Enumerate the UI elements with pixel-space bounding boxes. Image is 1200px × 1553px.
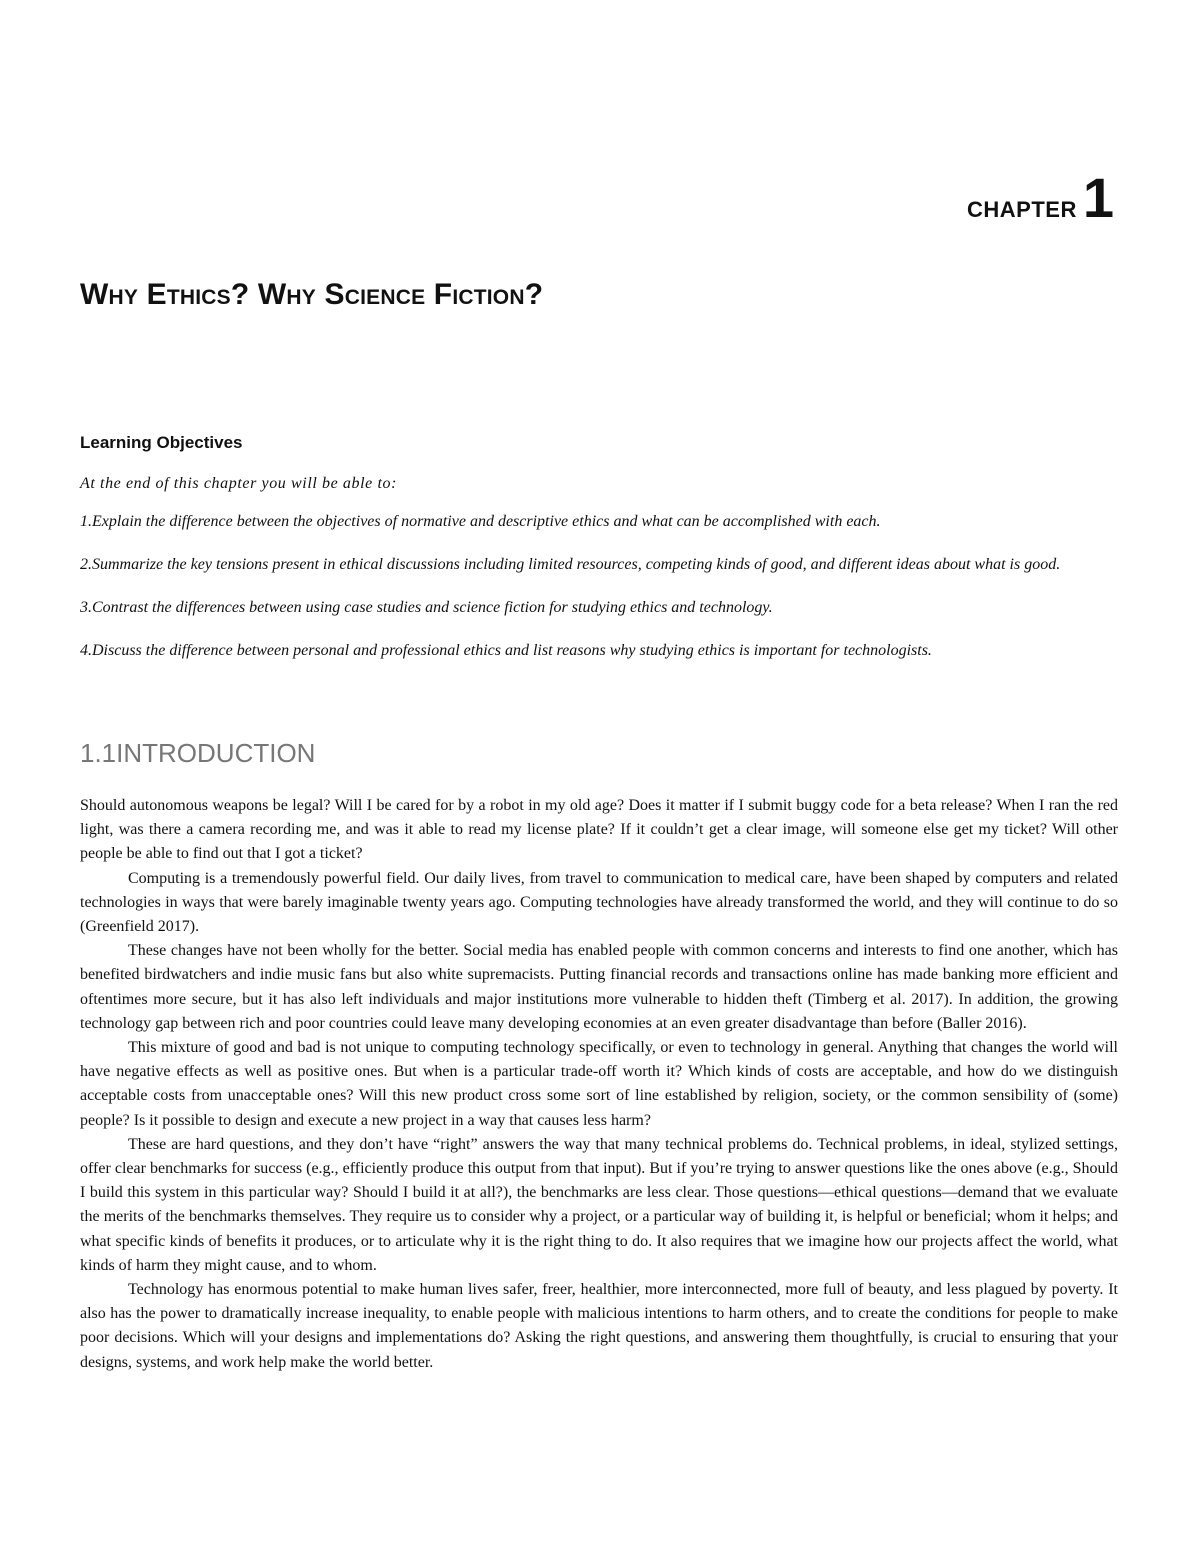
body-paragraph: These changes have not been wholly for the better. Social media has enabled people with common concerns and interests to find one another, which has benefited birdwatchers and indie music fans but also white supremacists. Putting financial records and transactions online has made banking more efficient and oftentimes more secure, but it has also left individuals and major institutions more vulnerable to hidden theft (Timberg et al. 2017). In addition, the growing technology gap between rich and poor countries could leave many developing economies at an even greater disadvantage than before (Baller 2016). [80,942,1118,1032]
chapter-label [967,166,1114,229]
body-paragraph: Computing is a tremendously powerful field. Our daily lives, from travel to communication to medical care, have been shaped by computers and related technologies in ways that were barely imaginable twenty years ago. Computing technologies have already transformed the world, and they will continue to do so (Greenfield 2017). [80,869,1118,936]
objective-item: 1.Explain the difference between the objectives of normative and descriptive ethics and what can be accomplished with each. [80,513,881,530]
body-paragraph: Technology has enormous potential to make human lives safer, freer, healthier, more interconnected, more full of beauty, and less plagued by poverty. It also has the power to dramatically increase inequality, to enable people with malicious intentions to harm others, and to create the conditions for people to make poor decisions. Which will your designs and implementations do? Asking the right questions, and answering them thoughtfully, is crucial to ensuring that your designs, systems, and work help make the world better. [80,1281,1118,1371]
body-paragraph: This mixture of good and bad is not unique to computing technology specifically, or even to technology in general. Anything that changes the world will have negative effects as well as positive ones. But when is a particular trade-off worth it? Which kinds of costs are acceptable, and how do we distinguish acceptable costs from unacceptable ones? Will this new product cross some sort of line established by religion, society, or the common sensibility of (some) people? Is it possible to design and execute a new project in a way that causes less harm? [80,1039,1118,1129]
objective-item: 2.Summarize the key tensions present in ethical discussions including limited resources, competing kinds of good, and different ideas about what is good. [80,556,1061,573]
objectives-heading: Learning Objectives [80,433,243,452]
chapter-number: 1 [1082,166,1114,229]
body-text [80,794,1118,1375]
section-heading: 1.1INTRODUCTION [80,738,316,768]
chapter-title: Why Ethics? Why Science Fiction? [80,278,544,311]
body-paragraph: These are hard questions, and they don’t have “right” answers the way that many technical problems do. Technical problems, in ideal, stylized settings, offer clear benchmarks for success (e.g., efficiently produce this output from that input). But if you’re trying to answer questions like the ones above (e.g., Should I build this system in this particular way? Should I build it at all?), the benchmarks are less clear. Those questions—ethical questions—demand that we evaluate the merits of the benchmarks themselves. They require us to consider why a project, or a particular way of building it, is helpful or beneficial; whom it helps; and what specific kinds of benefits it produces, or to articulate why it is the right thing to do. It also requires that we imagine how our projects affect the world, what kinds of harm they might cause, and to whom. [80,1135,1118,1274]
objective-item: 3.Contrast the differences between using case studies and science fiction for studying ethics and technology. [80,599,773,616]
chapter-word: CHAPTER [967,197,1077,222]
objectives-intro: At the end of this chapter you will be able to: [80,475,398,492]
objectives-list [80,511,1120,662]
learning-objectives [80,433,1120,683]
body-paragraph: Should autonomous weapons be legal? Will I be cared for by a robot in my old age? Does it matter if I submit buggy code for a beta release? When I ran the red light, was there a camera recording me, and was it able to read my license plate? If it couldn’t get a clear image, will someone else get my ticket? Will other people be able to find out that I got a ticket? [80,797,1118,863]
objective-item: 4.Discuss the difference between personal and professional ethics and list reasons why studying ethics is important for technologists. [80,642,932,659]
